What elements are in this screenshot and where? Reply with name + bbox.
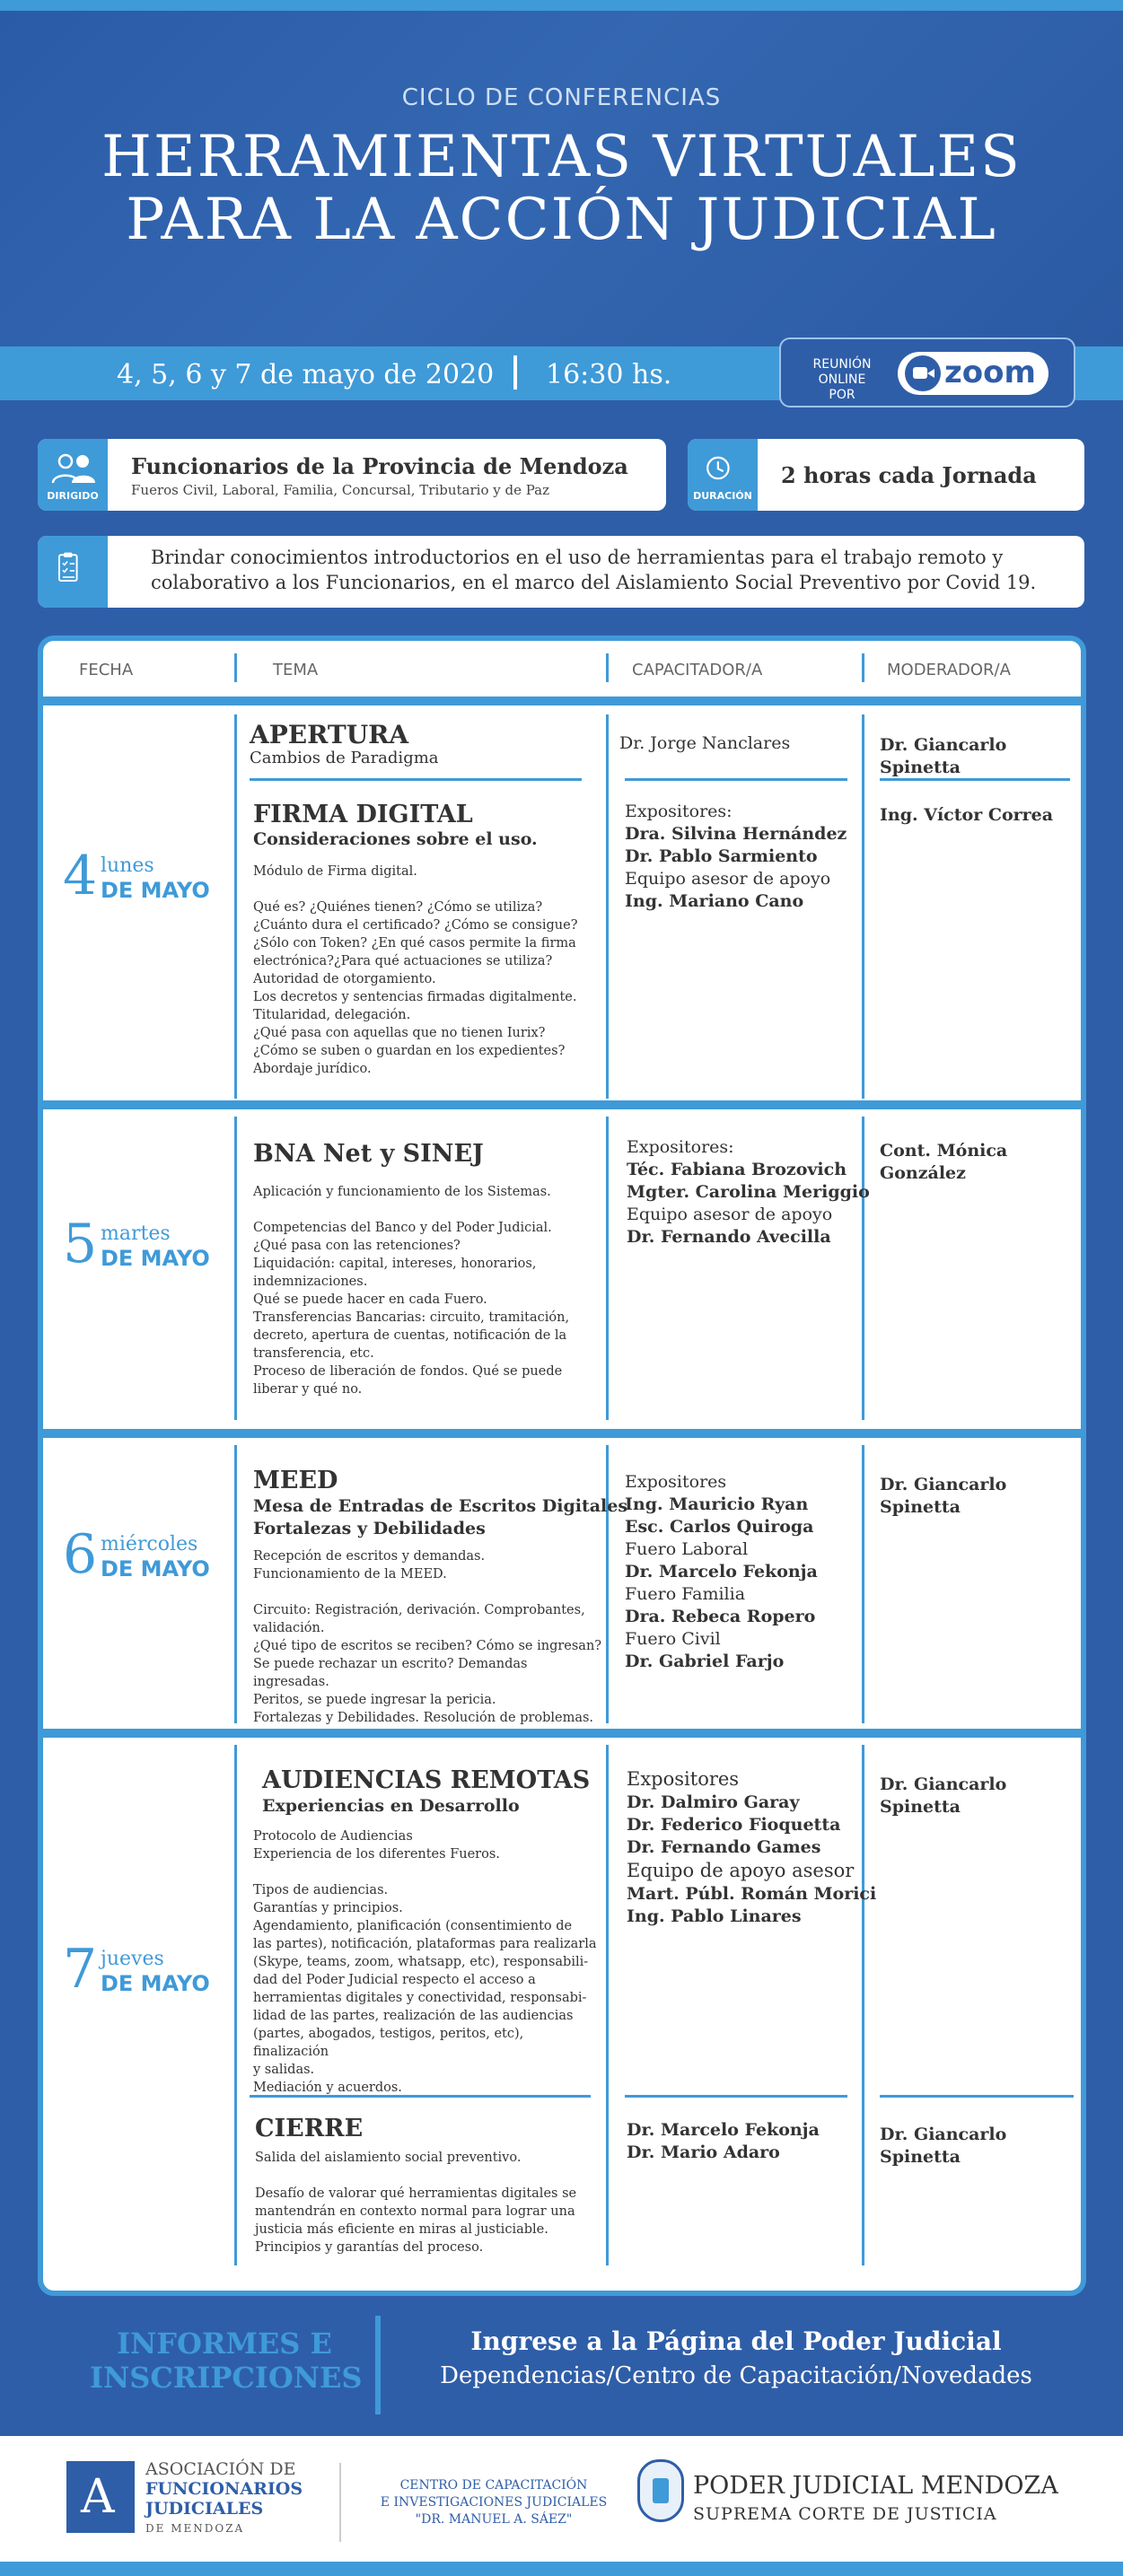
speaker-name: Dr. Gabriel Farjo [625, 1652, 785, 1671]
header-tema: TEMA [273, 661, 319, 679]
audience-subtitle: Fueros Civil, Laboral, Familia, Concursal, Tributario y de Paz [131, 482, 550, 498]
speaker-name: Equipo de apoyo asesor [627, 1860, 855, 1881]
moderator-name: Dr. Giancarlo Spinetta [880, 2125, 1007, 2167]
moderator-name: Dr. Giancarlo Spinetta [880, 1475, 1007, 1517]
duration-icon-tab [688, 439, 758, 511]
info-path: Dependencias/Centro de Capacitación/Novedades [440, 2362, 1032, 2389]
training-center-line: "DR. MANUEL A. SÁEZ" [415, 2512, 573, 2527]
training-center-name [368, 2477, 619, 2528]
header-divider [862, 653, 864, 682]
speaker-name: Dr. Pablo Sarmiento [625, 846, 818, 866]
audience-icon-tab [38, 439, 108, 511]
session-title: AUDIENCIAS REMOTAS [262, 1766, 591, 1794]
session-divider [250, 778, 582, 781]
day-row-band [43, 1100, 1086, 1109]
info-label-line1: INFORMES E [117, 2326, 332, 2361]
event-dates: 4, 5, 6 y 7 de mayo de 2020 [117, 359, 495, 390]
audience-title: Funcionarios de la Provincia de Mendoza [131, 453, 628, 479]
session-description: Desafío de valorar qué herramientas digitales se mantendrán en contexto normal para lograr una justicia más eficiente en miras al justiciable. Principios y garantías del proceso. [255, 2186, 577, 2255]
speaker-name: Ing. Pablo Linares [627, 1906, 802, 1926]
speaker-name: Equipo asesor de apoyo [627, 1205, 833, 1224]
info-label [90, 2326, 363, 2395]
association-name-line: FUNCIONARIOS [145, 2479, 303, 2499]
session-subtitle: Mesa de Entradas de Escritos Digitales [253, 1496, 628, 1516]
column-divider [234, 1117, 237, 1420]
speaker-name: Dr. Marcelo Fekonja [625, 1562, 818, 1582]
session-description: Protocolo de Audiencias Experiencia de los diferentes Fueros. Tipos de audiencias. Garantías y principios. Agendamiento, planificación (consentimiento de las partes), notificación, plataformas para realizarla (Skype, teams, zoom, whatsapp, etc), responsabili- dad del Poder Judicial respecto el acceso a herramientas digitales y conectividad, responsabi- lidad de las partes, realización de las audiencias (partes, abogados, testigos, peritos, etc), finalización y salidas. Mediación y acuerdos. [253, 1829, 597, 2095]
session-subtitle: Consideraciones sobre el uso. [253, 829, 538, 849]
speaker-name: Ing. Mauricio Ryan [625, 1494, 809, 1514]
bottom-accent-bar [0, 2562, 1123, 2576]
duration-card [688, 439, 1084, 511]
header-fecha: FECHA [79, 661, 134, 679]
clipboard-icon [57, 545, 88, 590]
header-divider [606, 653, 609, 682]
speaker-name: Dra. Silvina Hernández [625, 824, 847, 844]
trainer-name: Dr. Jorge Nanclares [619, 733, 791, 753]
session-divider [625, 778, 847, 781]
speakers-label: Expositores: [627, 1137, 734, 1157]
day-month: DE MAYO [101, 1246, 210, 1271]
objective-line2: colaborativo a los Funcionarios, en el marco del Aislamiento Social Preventivo por Covid 19. [151, 572, 1037, 593]
session-description: Aplicación y funcionamiento de los Sistemas. Competencias del Banco y del Poder Judicial. ¿Qué pasa con las retenciones? Liquidación: capital, intereses, honorarios, indemnizaciones. Qué se puede hacer en cada Fuero. Transferencias Bancarias: circuito, tramitación, decreto, apertura de cuentas, notificación de la transferencia, etc. Proceso de liberación de fondos. Qué se puede liberar y qué no. [253, 1185, 570, 1397]
session-divider [625, 2095, 847, 2098]
column-divider [234, 1445, 237, 1723]
hero-title-line2: PARA LA ACCIÓN JUDICIAL [126, 187, 997, 253]
speaker-name: Fuero Laboral [625, 1539, 749, 1559]
column-divider [606, 1445, 609, 1723]
hero-title [0, 126, 1123, 251]
session-title: APERTURA [250, 720, 409, 749]
speaker-name: Téc. Fabiana Brozovich [627, 1160, 847, 1179]
speaker-name: Mart. Públ. Román Morici [627, 1884, 877, 1904]
day-name: jueves [101, 1948, 164, 1970]
session-subtitle: Salida del aislamiento social preventivo. [255, 2151, 522, 2165]
objective-card [38, 536, 1084, 608]
audience-label: DIRIGIDO [47, 490, 99, 502]
day-number: 4 [63, 845, 98, 907]
session-title: BNA Net y SINEJ [253, 1140, 484, 1168]
day-number: 6 [63, 1523, 98, 1586]
judiciary-subtitle: SUPREMA CORTE DE JUSTICIA [693, 2504, 997, 2524]
speakers-label: Expositores: [625, 802, 733, 821]
info-section [0, 2300, 1123, 2434]
column-divider [862, 714, 864, 1099]
speaker-name: Fuero Familia [625, 1584, 746, 1604]
association-name-line: ASOCIACIÓN DE [145, 2459, 296, 2479]
objective-icon-tab [38, 536, 108, 608]
column-divider [862, 1745, 864, 2265]
day-month: DE MAYO [101, 1556, 210, 1582]
objective-line1: Brindar conocimientos introductorios en el uso de herramientas para el trabajo remoto y [151, 547, 1004, 568]
column-divider [606, 1745, 609, 2265]
duration-text: 2 horas cada Jornada [781, 462, 1037, 488]
column-divider [234, 1745, 237, 2265]
header-divider [234, 653, 237, 682]
info-instruction: Ingrese a la Página del Poder Judicial [470, 2326, 1002, 2356]
speaker-name: Mgter. Carolina Meriggio [627, 1182, 870, 1202]
court-shield-icon [637, 2459, 684, 2522]
session-description: Módulo de Firma digital. Qué es? ¿Quiénes tienen? ¿Cómo se utiliza? ¿Cuánto dura el certificado? ¿Cómo se consigue? ¿Sólo con Token? ¿En qué casos permite la firma electrónica?¿Para qué actuaciones se utiliza? Autoridad de otorgamiento. Los decretos y sentencias firmadas digitalmente. Titularidad, delegación. ¿Qué pasa con aquellas que no tienen Iurix? ¿Cómo se suben o guardan en los expedientes? Abordaje jurídico. [253, 864, 578, 1076]
date-separator [513, 355, 517, 390]
audience-card [38, 439, 666, 511]
column-divider [862, 1445, 864, 1723]
day-number: 5 [63, 1213, 98, 1275]
zoom-badge-label: REUNIÓN ONLINE POR [812, 357, 872, 402]
day-number: 7 [63, 1938, 98, 2001]
association-name-line: JUDICIALES [145, 2499, 264, 2519]
header-moderador: MODERADOR/A [887, 661, 1011, 679]
speakers-label: Expositores [627, 1768, 740, 1790]
zoom-logo [898, 352, 1048, 395]
session-divider [880, 778, 1070, 781]
speaker-name: Dra. Rebeca Ropero [625, 1607, 816, 1626]
zoom-wordmark: zoom [944, 355, 1036, 390]
judiciary-title: PODER JUDICIAL MENDOZA [693, 2472, 1058, 2500]
people-icon [50, 453, 97, 484]
hero-kicker: CICLO DE CONFERENCIAS [401, 84, 722, 111]
column-divider [606, 1117, 609, 1420]
training-center-line: E INVESTIGACIONES JUDICIALES [380, 2495, 608, 2510]
session-divider [250, 2095, 591, 2098]
column-divider [606, 714, 609, 1099]
speaker-name: Ing. Mariano Cano [625, 891, 804, 911]
event-time: 16:30 hs. [546, 359, 672, 390]
association-logo: A [66, 2461, 135, 2533]
header-capacitador: CAPACITADOR/A [632, 661, 763, 679]
info-label-line2: INSCRIPCIONES [90, 2361, 363, 2395]
header-row-band [43, 697, 1086, 705]
hero-banner [0, 11, 1123, 347]
speaker-name: Equipo asesor de apoyo [625, 869, 831, 889]
clock-icon [706, 450, 740, 484]
session-divider [880, 2095, 1074, 2098]
day-row-band [43, 1729, 1086, 1738]
speaker-name: Dr. Fernando Avecilla [627, 1227, 831, 1247]
speaker-name: Esc. Carlos Quiroga [625, 1517, 814, 1537]
association-name [145, 2459, 303, 2538]
association-name-line: DE MENDOZA [145, 2522, 245, 2535]
speaker-name: Dr. Dalmiro Garay [627, 1792, 800, 1812]
column-divider [862, 1117, 864, 1420]
video-camera-icon [905, 355, 941, 391]
speaker-name: Dr. Fernando Games [627, 1837, 821, 1857]
session-subtitle: Fortalezas y Debilidades [253, 1519, 486, 1538]
session-subtitle: Experiencias en Desarrollo [262, 1796, 520, 1816]
training-center-line: CENTRO DE CAPACITACIÓN [399, 2478, 588, 2493]
session-subtitle: Cambios de Paradigma [250, 749, 439, 767]
session-title: FIRMA DIGITAL [253, 801, 473, 828]
day-row-band [43, 1429, 1086, 1438]
day-name: lunes [101, 854, 154, 877]
session-title: MEED [253, 1467, 338, 1494]
day-month: DE MAYO [101, 878, 210, 903]
footer-logos [0, 2436, 1123, 2562]
moderator-name: Dr. Giancarlo Spinetta [880, 1774, 1007, 1817]
column-divider [234, 714, 237, 1099]
day-month: DE MAYO [101, 1971, 210, 1996]
day-name: martes [101, 1222, 171, 1245]
speaker-name: Fuero Civil [625, 1629, 721, 1649]
session-description: Recepción de escritos y demandas. Funcionamiento de la MEED. Circuito: Registración, derivación. Comprobantes, validación. ¿Qué tipo de escritos se reciben? Cómo se ingresan? Se puede rechazar un escrito? Demandas ingresadas. Peritos, se puede ingresar la pericia. Fortalezas y Debilidades. Resolución de problemas. [253, 1549, 602, 1725]
speaker-name: Dr. Marcelo Fekonja [627, 2120, 820, 2140]
speaker-name: Dr. Mario Adaro [627, 2142, 780, 2162]
day-name: miércoles [101, 1533, 198, 1555]
hero-title-line1: HERRAMIENTAS VIRTUALES [101, 124, 1022, 190]
speakers-label: Expositores [625, 1472, 727, 1492]
session-title: CIERRE [255, 2115, 364, 2142]
footer-divider [339, 2463, 341, 2542]
top-accent-bar [0, 0, 1123, 11]
moderator-name: Dr. Giancarlo Spinetta [880, 735, 1007, 777]
info-separator [375, 2316, 381, 2414]
duration-label: DURACIÓN [693, 490, 752, 502]
speaker-name: Dr. Federico Fioquetta [627, 1815, 841, 1835]
schedule-table [38, 635, 1086, 2296]
zoom-badge [779, 337, 1075, 407]
moderator-name: Cont. Mónica González [880, 1141, 1008, 1183]
moderator-name: Ing. Víctor Correa [880, 805, 1054, 825]
